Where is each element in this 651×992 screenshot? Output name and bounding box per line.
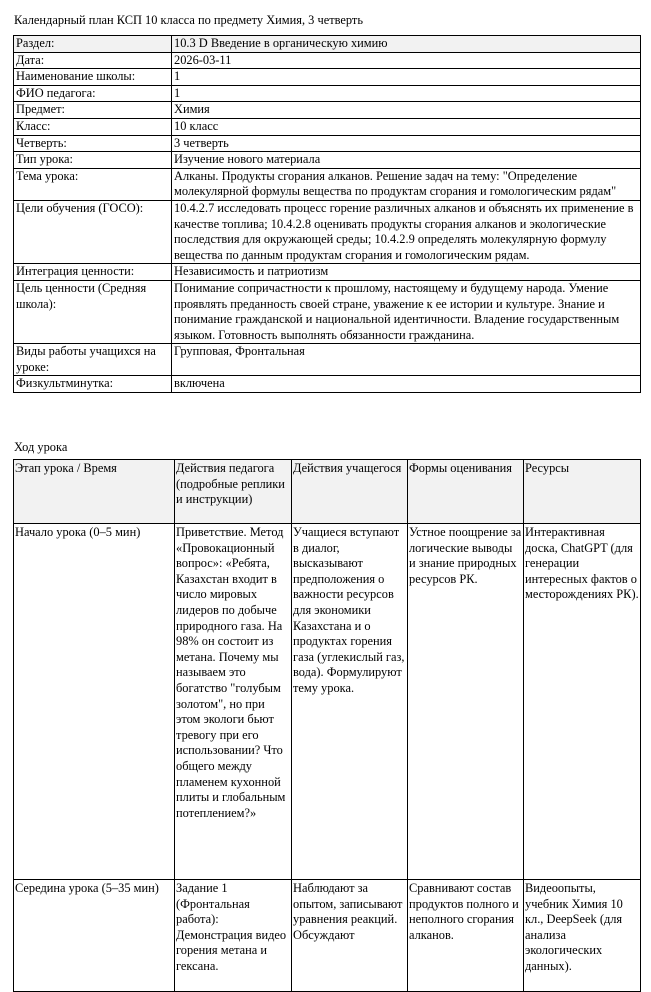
plan-row-middle xyxy=(14,880,641,992)
info-row-value-integration xyxy=(14,264,641,281)
assessment-cell: Устное поощрение за логические выводы и знание природных ресурсов РК. xyxy=(408,524,524,880)
info-row-value-goal xyxy=(14,280,641,343)
lesson-plan-table xyxy=(13,459,641,992)
info-label: Раздел: xyxy=(14,36,172,53)
info-row-grade xyxy=(14,118,641,135)
info-value: 10.3 D Введение в органическую химию xyxy=(172,36,641,53)
info-label: Цели обучения (ГОСО): xyxy=(14,200,172,263)
info-value: 10.4.2.7 исследовать процесс горение различных алканов и объяснять их применение в качестве топлива; 10.4.2.8 оценивать продукты сгорания алканов и экологические последствия для окружающей среды; 10.4.2.9 определять молекулярную формулу вещества по данным продуктам сгорания и гомологическим рядам. xyxy=(172,200,641,263)
info-value: Независимость и патриотизм xyxy=(172,264,641,281)
info-value: включена xyxy=(172,376,641,393)
info-value: 1 xyxy=(172,69,641,86)
resources-cell: Интерактивная доска, ChatGPT (для генерации интересных фактов о месторождениях РК). xyxy=(524,524,641,880)
info-value: 3 четверть xyxy=(172,135,641,152)
info-value: Понимание сопричастности к прошлому, настоящему и будущему народа. Умение проявлять преданность своей стране, уважение к ее истории и культуре. Знание и понимание гражданской и национальной идентичности. Владение государственным языком. Готовность выполнять обязанности гражданина. xyxy=(172,280,641,343)
section-title: Ход урока xyxy=(14,440,68,454)
header-resources: Ресурсы xyxy=(524,460,641,524)
plan-row-start xyxy=(14,524,641,880)
stage-cell: Начало урока (0–5 мин) xyxy=(14,524,175,880)
info-row-quarter xyxy=(14,135,641,152)
info-label: Цель ценности (Средняя школа): xyxy=(14,280,172,343)
info-row-topic xyxy=(14,168,641,200)
teacher-text: Задание 1 (Фронтальная работа): Демонстрация видео горения метана и гексана. xyxy=(176,881,287,973)
info-row-date xyxy=(14,52,641,69)
lesson-info-table xyxy=(13,35,641,393)
info-row-physical-break xyxy=(14,376,641,393)
student-cell xyxy=(292,880,408,992)
info-row-work-types xyxy=(14,344,641,376)
info-label: Дата: xyxy=(14,52,172,69)
info-label: Тема урока: xyxy=(14,168,172,200)
info-row-lesson-type xyxy=(14,152,641,169)
info-label: ФИО педагога: xyxy=(14,85,172,102)
info-label: Физкультминутка: xyxy=(14,376,172,393)
info-label: Класс: xyxy=(14,118,172,135)
student-cell: Учащиеся вступают в диалог, высказывают предположения о важности ресурсов для экономики Казахстана и о продуктах горения газа (углекислый газ, вода). Формулируют тему урока. xyxy=(292,524,408,880)
info-label: Интеграция ценности: xyxy=(14,264,172,281)
header-stage: Этап урока / Время xyxy=(14,460,175,524)
header-student-actions: Действия учащегося xyxy=(292,460,408,524)
header-assessment: Формы оценивания xyxy=(408,460,524,524)
info-value: Групповая, Фронтальная xyxy=(172,344,641,376)
info-value: Химия xyxy=(172,102,641,119)
info-row-goals xyxy=(14,200,641,263)
page-title: Календарный план КСП 10 класса по предмету Химия, 3 четверть xyxy=(14,13,363,27)
info-value: 1 xyxy=(172,85,641,102)
info-row-subject xyxy=(14,102,641,119)
info-row-school xyxy=(14,69,641,86)
info-value: Алканы. Продукты сгорания алканов. Решение задач на тему: "Определение молекулярной формулы вещества по продуктам сгорания и гомологическим рядам" xyxy=(172,168,641,200)
stage-cell xyxy=(14,880,175,992)
info-row-teacher xyxy=(14,85,641,102)
teacher-cell: Приветствие. Метод «Провокационный вопрос»: «Ребята, Казахстан входит в число мировых лидеров по добыче природного газа. На 98% он состоит из метана. Почему мы называем это богатство "голубым золотом", но при этом экологи бьют тревогу при его использовании? Что общего между пламенем кухонной плиты и глобальным потеплением?» xyxy=(175,524,292,880)
info-row-section xyxy=(14,36,641,53)
info-value: Изучение нового материала xyxy=(172,152,641,169)
info-label: Четверть: xyxy=(14,135,172,152)
info-label: Виды работы учащихся на уроке: xyxy=(14,344,172,376)
info-label: Тип урока: xyxy=(14,152,172,169)
info-value: 10 класс xyxy=(172,118,641,135)
info-value: 2026-03-11 xyxy=(172,52,641,69)
resources-text: Видеоопыты, учебник Химия 10 кл., DeepSeek (для анализа экологических данных). xyxy=(525,881,623,973)
stage-text: Середина урока (5–35 мин) xyxy=(15,881,159,895)
assessment-text: Сравнивают состав продуктов полного и неполного сгорания алканов. xyxy=(409,881,519,942)
plan-header-row xyxy=(14,460,641,524)
info-label: Предмет: xyxy=(14,102,172,119)
resources-cell xyxy=(524,880,641,992)
teacher-cell xyxy=(175,880,292,992)
info-label: Наименование школы: xyxy=(14,69,172,86)
assessment-cell xyxy=(408,880,524,992)
student-text: Наблюдают за опытом, записывают уравнения реакций. Обсуждают xyxy=(293,881,403,942)
header-teacher-actions: Действия педагога (подробные реплики и инструкции) xyxy=(175,460,292,524)
